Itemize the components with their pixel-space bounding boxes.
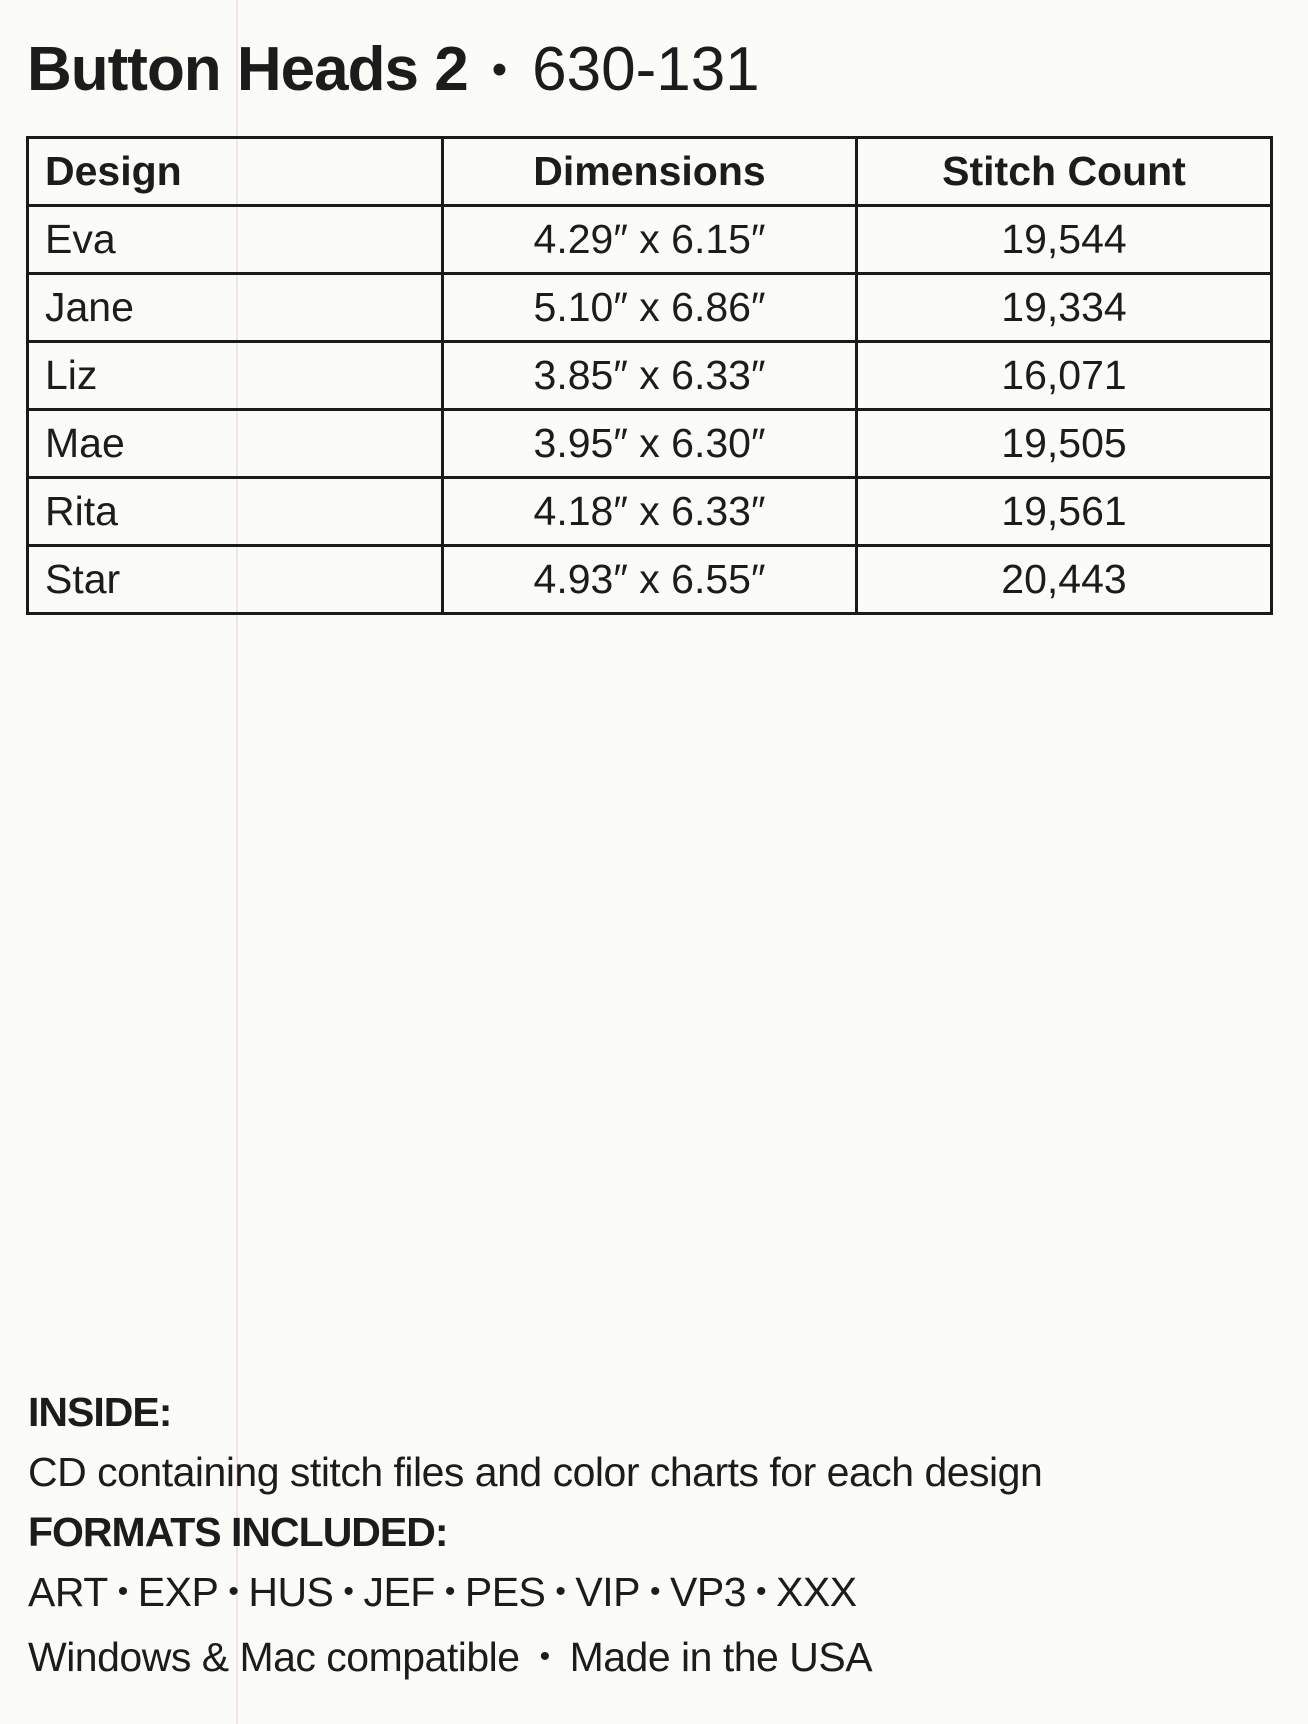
table-row <box>28 410 1272 478</box>
format-item: JEF <box>363 1569 435 1615</box>
design-cell: Mae <box>28 410 443 478</box>
bullet-separator: • <box>756 1575 767 1608</box>
dimensions-cell: 3.85″ x 6.33″ <box>443 342 857 410</box>
table-row <box>28 546 1272 614</box>
format-item: XXX <box>776 1569 857 1615</box>
format-item: HUS <box>248 1569 334 1615</box>
design-cell: Star <box>28 546 443 614</box>
bullet-separator: • <box>650 1575 661 1608</box>
column-header-stitch-count: Stitch Count <box>857 138 1272 206</box>
page-title <box>27 30 760 116</box>
format-item: VIP <box>575 1569 641 1615</box>
inside-description: CD containing stitch files and color charts for each design <box>28 1449 1043 1495</box>
product-code: 630-131 <box>532 35 760 104</box>
table-row <box>28 274 1272 342</box>
bullet-separator: • <box>343 1575 354 1608</box>
dimensions-cell: 4.18″ x 6.33″ <box>443 478 857 546</box>
bullet-separator: • <box>444 1575 455 1608</box>
inside-heading: INSIDE: <box>28 1389 172 1435</box>
format-item: VP3 <box>670 1569 747 1615</box>
bullet-separator: • <box>539 1640 550 1673</box>
stitch-count-cell: 20,443 <box>857 546 1272 614</box>
dimensions-cell: 4.93″ x 6.55″ <box>443 546 857 614</box>
table-row <box>28 206 1272 274</box>
design-cell: Jane <box>28 274 443 342</box>
dimensions-cell: 4.29″ x 6.15″ <box>443 206 857 274</box>
title-separator: • <box>491 45 507 94</box>
stitch-count-cell: 19,334 <box>857 274 1272 342</box>
format-item: ART <box>28 1569 108 1615</box>
dimensions-cell: 3.95″ x 6.30″ <box>443 410 857 478</box>
format-item: EXP <box>137 1569 219 1615</box>
formats-list <box>28 1562 1268 1627</box>
format-item: PES <box>464 1569 546 1615</box>
compatibility-text: Windows & Mac compatible <box>28 1634 520 1680</box>
column-header-design: Design <box>28 138 443 206</box>
bullet-separator: • <box>228 1575 239 1608</box>
stitch-count-cell: 19,544 <box>857 206 1272 274</box>
stitch-count-cell: 19,561 <box>857 478 1272 546</box>
design-cell: Liz <box>28 342 443 410</box>
stitch-count-cell: 19,505 <box>857 410 1272 478</box>
formats-heading: FORMATS INCLUDED: <box>28 1509 448 1555</box>
origin-text: Made in the USA <box>569 1634 873 1680</box>
design-specs-table <box>26 136 1273 615</box>
package-info <box>28 1382 1268 1692</box>
compatibility-line <box>28 1627 1268 1692</box>
product-name: Button Heads 2 <box>27 35 468 104</box>
table-row <box>28 342 1272 410</box>
stitch-count-cell: 16,071 <box>857 342 1272 410</box>
column-header-dimensions: Dimensions <box>443 138 857 206</box>
design-cell: Rita <box>28 478 443 546</box>
design-cell: Eva <box>28 206 443 274</box>
bullet-separator: • <box>555 1575 566 1608</box>
table-row <box>28 478 1272 546</box>
bullet-separator: • <box>117 1575 128 1608</box>
table-header-row <box>28 138 1272 206</box>
dimensions-cell: 5.10″ x 6.86″ <box>443 274 857 342</box>
